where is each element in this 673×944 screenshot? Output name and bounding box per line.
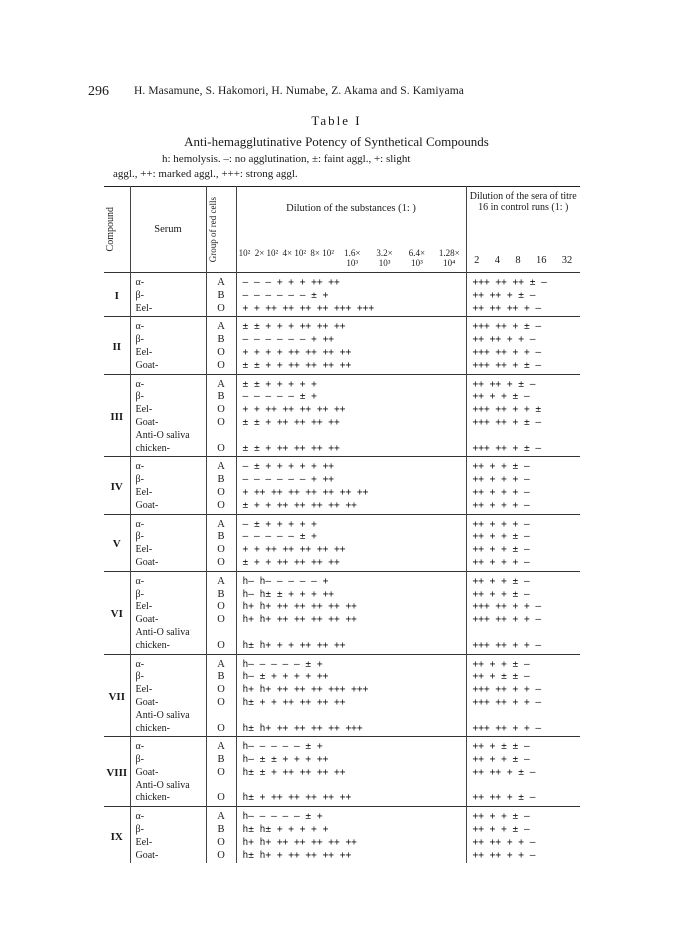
dilution-results: [236, 654, 466, 737]
dilution-col-label: 10²: [238, 248, 251, 258]
control-values: +++ ++ + + –: [472, 614, 542, 626]
compound-id: VIII: [104, 737, 130, 807]
serum-list: [130, 317, 206, 374]
serum-name: α-: [135, 321, 145, 333]
cell-group: B: [217, 334, 225, 346]
dilution-values: + + ++ ++ ++ ++ ++: [242, 404, 346, 416]
control-column-labels: [467, 255, 581, 266]
serum-name: β-: [135, 824, 144, 836]
serum-name: Anti-O saliva chicken-: [135, 709, 190, 734]
control-values: +++ ++ + + –: [472, 696, 542, 708]
control-values: ++ + + ± –: [472, 824, 530, 836]
control-values: ++ + + ± –: [472, 531, 530, 543]
cell-group: O: [217, 544, 225, 556]
cell-group-list: [206, 317, 236, 374]
control-results: [466, 514, 580, 571]
dilution-values: ± ± + ++ ++ ++ ++: [242, 416, 340, 428]
control-values: +++ ++ + ± –: [472, 321, 542, 333]
serum-list: [130, 457, 206, 514]
dilution-values: h± h+ + + ++ ++ ++: [242, 639, 346, 651]
serum-name: Eel-: [135, 544, 153, 556]
dilution-values: h+ h+ ++ ++ ++ ++ ++: [242, 601, 357, 613]
control-results: [466, 457, 580, 514]
group-header-label: Group of red cells: [207, 196, 218, 263]
dilution-values: h– ± ± + + + ++: [242, 754, 329, 766]
group-header: [206, 187, 236, 273]
cell-group: O: [217, 499, 225, 511]
author-line: H. Masamune, S. Hakomori, H. Numabe, Z. Akama and S. Kamiyama: [134, 85, 464, 97]
control-results: [466, 807, 580, 864]
compound-group-row: [104, 737, 580, 807]
serum-name: Goat-: [135, 849, 159, 861]
control-values: +++ ++ ++ ± –: [472, 277, 547, 288]
serum-name: Eel-: [135, 404, 153, 416]
cell-group-list: [206, 514, 236, 571]
dilution-values: h– – – – – ± +: [242, 658, 323, 670]
compound-group-row: [104, 457, 580, 514]
serum-name: Anti-O saliva chicken-: [135, 779, 190, 804]
control-values: ++ + ± ± –: [472, 671, 530, 683]
compound-group-row: [104, 374, 580, 457]
control-values: ++ + + ± –: [472, 391, 530, 403]
dilution-columns: [236, 248, 466, 273]
cell-group: O: [217, 696, 225, 708]
cell-group: B: [217, 824, 225, 836]
control-col-label: 4: [494, 254, 501, 266]
control-values: ++ ++ + ± –: [472, 378, 536, 390]
cell-group: O: [217, 442, 225, 454]
dilution-values: h± + ++ ++ ++ ++ ++: [242, 792, 352, 804]
cell-group: O: [217, 792, 225, 804]
control-values: ++ + + ± –: [472, 811, 530, 823]
control-results: [466, 654, 580, 737]
cell-group: O: [217, 556, 225, 568]
cell-group: O: [217, 722, 225, 734]
dilution-values: ± ± + + + + +: [242, 378, 317, 390]
control-values: ++ + + ± –: [472, 461, 530, 473]
dilution-values: h± ± + ++ ++ ++ ++: [242, 766, 346, 778]
cell-group-list: [206, 654, 236, 737]
dilution-header: [236, 187, 466, 249]
dilution-values: + + ++ ++ ++ ++ ++: [242, 544, 346, 556]
control-col-label: 32: [561, 254, 573, 266]
table-title: Anti-hemagglutinative Potency of Synthetical Compounds: [184, 134, 489, 149]
dilution-values: ± + + ++ ++ ++ ++: [242, 556, 340, 568]
control-values: +++ ++ + + –: [472, 684, 542, 696]
cell-group: A: [217, 811, 225, 823]
dilution-results: [236, 374, 466, 457]
control-col-label: 8: [515, 254, 521, 266]
control-values: ++ + + + –: [472, 486, 530, 498]
dilution-values: h– ± + + + + ++: [242, 671, 329, 683]
control-values: ++ ++ + + –: [472, 334, 536, 346]
control-values: ++ + + + –: [472, 474, 530, 486]
serum-list: [130, 273, 206, 317]
control-header: [466, 187, 580, 249]
dilution-values: – ± + + + + +: [242, 518, 317, 530]
cell-group: A: [217, 658, 225, 670]
cell-group: A: [217, 741, 225, 753]
dilution-values: h– – – – – ± +: [242, 741, 323, 753]
dilution-values: ± ± + + + ++ ++ ++: [242, 321, 346, 333]
dilution-results: [236, 571, 466, 654]
control-values: +++ ++ + + –: [472, 722, 542, 734]
compound-id: V: [104, 514, 130, 571]
control-values: ++ + + ± –: [472, 544, 530, 556]
serum-list: [130, 737, 206, 807]
serum-name: Anti-O saliva chicken-: [135, 626, 190, 651]
dilution-values: – – – – – – ± +: [242, 289, 329, 301]
dilution-values: – – – – – ± +: [242, 531, 317, 543]
serum-name: β-: [135, 289, 144, 301]
cell-group: B: [217, 671, 225, 683]
control-values: ++ ++ + ± –: [472, 289, 536, 301]
cell-group: O: [217, 601, 225, 613]
compound-group-row: [104, 571, 580, 654]
dilution-values: + + + + ++ ++ ++ ++: [242, 346, 352, 358]
serum-list: [130, 374, 206, 457]
control-values: ++ ++ ++ + –: [472, 302, 542, 314]
cell-group: O: [217, 404, 225, 416]
cell-group: O: [217, 302, 225, 314]
cell-group: A: [217, 461, 225, 473]
cell-group: O: [217, 684, 225, 696]
legend-line-2: aggl., ++: marked aggl., +++: strong aggl.: [113, 168, 298, 180]
control-values: ++ + + + –: [472, 499, 530, 511]
compound-id: II: [104, 317, 130, 374]
dilution-results: [236, 807, 466, 864]
serum-name: Eel-: [135, 684, 153, 696]
cell-group-list: [206, 273, 236, 317]
dilution-values: h– – – – – ± +: [242, 811, 323, 823]
dilution-results: [236, 317, 466, 374]
dilution-col-label: 1.6× 10³: [344, 248, 361, 268]
dilution-values: h± h± + + + + +: [242, 824, 329, 836]
serum-header-label: Serum: [154, 224, 182, 235]
dilution-values: – – – + + + ++ ++: [242, 277, 340, 288]
compound-group-row: [104, 807, 580, 864]
dilution-column-labels: [237, 248, 466, 268]
dilution-values: – – – – – – + ++: [242, 334, 335, 346]
compound-id: III: [104, 374, 130, 457]
compound-group-row: [104, 273, 580, 317]
serum-name: Goat-: [135, 696, 159, 708]
legend-line-1: h: hemolysis. –: no agglutination, ±: faint aggl., +: slight: [162, 153, 411, 165]
control-header-label: Dilution of the sera of titre 16 in control runs (1: ): [469, 191, 577, 213]
control-values: +++ ++ + + –: [472, 346, 542, 358]
dilution-results: [236, 514, 466, 571]
dilution-col-label: 1.28× 10⁴: [438, 248, 460, 268]
cell-group: O: [217, 346, 225, 358]
serum-name: Eel-: [135, 346, 153, 358]
control-values: ++ + + + –: [472, 518, 530, 530]
cell-group-list: [206, 807, 236, 864]
cell-group-list: [206, 737, 236, 807]
control-results: [466, 737, 580, 807]
data-table: [104, 186, 580, 863]
table-body: [104, 273, 580, 864]
compound-id: VI: [104, 571, 130, 654]
serum-name: α-: [135, 277, 145, 288]
dilution-results: [236, 457, 466, 514]
cell-group: O: [217, 614, 225, 626]
control-values: ++ + + ± –: [472, 575, 530, 587]
cell-group: O: [217, 849, 225, 861]
control-values: ++ ++ + ± –: [472, 792, 536, 804]
control-values: ++ + + ± –: [472, 754, 530, 766]
dilution-results: [236, 273, 466, 317]
serum-name: Eel-: [135, 486, 153, 498]
control-results: [466, 273, 580, 317]
compound-id: IX: [104, 807, 130, 864]
cell-group: B: [217, 391, 225, 403]
serum-header: [130, 187, 206, 273]
serum-list: [130, 571, 206, 654]
table-label: Table I: [311, 113, 362, 128]
compound-id: IV: [104, 457, 130, 514]
cell-group: B: [217, 588, 225, 600]
dilution-col-label: 8× 10²: [310, 248, 334, 258]
compound-group-row: [104, 514, 580, 571]
control-values: ++ ++ + + –: [472, 836, 536, 848]
dilution-values: – – – – – – + ++: [242, 474, 335, 486]
cell-group: A: [217, 277, 225, 288]
page-number: 296: [88, 84, 109, 99]
serum-name: α-: [135, 575, 145, 587]
dilution-values: + + ++ ++ ++ ++ +++ +++: [242, 302, 375, 314]
serum-name: β-: [135, 391, 144, 403]
dilution-values: h+ h+ ++ ++ ++ ++ ++: [242, 836, 357, 848]
dilution-values: h+ h+ ++ ++ ++ +++ +++: [242, 684, 369, 696]
dilution-header-label: Dilution of the substances (1: ): [286, 203, 416, 214]
control-col-label: 16: [535, 254, 547, 266]
serum-name: Goat-: [135, 359, 159, 371]
dilution-values: h– h± ± + + + ++: [242, 588, 335, 600]
control-columns: [466, 248, 580, 273]
dilution-values: h± h+ + ++ ++ ++ ++: [242, 849, 352, 861]
dilution-values: – – – – – ± +: [242, 391, 317, 403]
cell-group: B: [217, 754, 225, 766]
serum-name: β-: [135, 474, 144, 486]
dilution-values: h+ h+ ++ ++ ++ ++ ++: [242, 614, 357, 626]
dilution-col-label: 2× 10²: [254, 248, 279, 258]
dilution-values: h– h– – – – – +: [242, 575, 329, 587]
cell-group: A: [217, 575, 225, 587]
serum-name: β-: [135, 671, 144, 683]
cell-group: O: [217, 416, 225, 428]
compound-header-label: Compound: [105, 207, 116, 252]
cell-group-list: [206, 571, 236, 654]
dilution-col-label: 3.2× 10³: [376, 248, 393, 268]
serum-name: β-: [135, 588, 144, 600]
cell-group: A: [217, 518, 225, 530]
dilution-col-label: 6.4× 10³: [408, 248, 426, 268]
cell-group: O: [217, 766, 225, 778]
control-values: ++ + + ± –: [472, 658, 530, 670]
control-col-label: 2: [474, 254, 480, 266]
dilution-col-label: 4× 10²: [282, 248, 307, 258]
control-values: +++ ++ + ± –: [472, 442, 542, 454]
serum-name: α-: [135, 518, 145, 530]
dilution-results: [236, 737, 466, 807]
compound-header: [104, 187, 130, 273]
serum-name: Goat-: [135, 614, 159, 626]
control-values: ++ + ± ± –: [472, 741, 530, 753]
dilution-values: – ± + + + + + ++: [242, 461, 335, 473]
control-values: ++ + + ± –: [472, 588, 530, 600]
serum-name: Goat-: [135, 416, 159, 428]
serum-name: β-: [135, 754, 144, 766]
cell-group: B: [217, 289, 225, 301]
dilution-values: h± + + ++ ++ ++ ++: [242, 696, 346, 708]
serum-list: [130, 514, 206, 571]
control-values: +++ ++ + + –: [472, 601, 542, 613]
serum-name: Goat-: [135, 766, 159, 778]
compound-id: VII: [104, 654, 130, 737]
dilution-values: h± h+ ++ ++ ++ ++ +++: [242, 722, 363, 734]
cell-group: A: [217, 378, 225, 390]
control-values: +++ ++ + ± –: [472, 359, 542, 371]
serum-name: Goat-: [135, 499, 159, 511]
control-results: [466, 317, 580, 374]
compound-group-row: [104, 317, 580, 374]
cell-group-list: [206, 374, 236, 457]
serum-name: α-: [135, 658, 145, 670]
control-values: +++ ++ + + –: [472, 639, 542, 651]
serum-name: α-: [135, 378, 145, 390]
cell-group: O: [217, 359, 225, 371]
cell-group: O: [217, 836, 225, 848]
serum-name: α-: [135, 461, 145, 473]
serum-list: [130, 654, 206, 737]
serum-name: β-: [135, 531, 144, 543]
dilution-values: ± ± + ++ ++ ++ ++: [242, 442, 340, 454]
dilution-values: ± + + ++ ++ ++ ++ ++: [242, 499, 357, 511]
control-values: +++ ++ + + ±: [472, 404, 542, 416]
serum-name: Goat-: [135, 556, 159, 568]
serum-name: α-: [135, 811, 145, 823]
control-values: +++ ++ + ± –: [472, 416, 542, 428]
dilution-values: + ++ ++ ++ ++ ++ ++ ++: [242, 486, 369, 498]
serum-name: Eel-: [135, 836, 153, 848]
serum-name: Eel-: [135, 601, 153, 613]
serum-name: β-: [135, 334, 144, 346]
serum-name: Anti-O saliva chicken-: [135, 429, 190, 454]
control-results: [466, 571, 580, 654]
cell-group: O: [217, 639, 225, 651]
serum-list: [130, 807, 206, 864]
dilution-values: ± ± + + ++ ++ ++ ++: [242, 359, 352, 371]
control-results: [466, 374, 580, 457]
cell-group: O: [217, 486, 225, 498]
serum-name: Eel-: [135, 302, 153, 314]
cell-group: A: [217, 321, 225, 333]
compound-id: I: [104, 273, 130, 317]
control-values: ++ + + + –: [472, 556, 530, 568]
control-values: ++ ++ + + –: [472, 849, 536, 861]
cell-group: B: [217, 474, 225, 486]
cell-group-list: [206, 457, 236, 514]
serum-name: α-: [135, 741, 145, 753]
control-values: ++ ++ + ± –: [472, 766, 536, 778]
cell-group: B: [217, 531, 225, 543]
compound-group-row: [104, 654, 580, 737]
